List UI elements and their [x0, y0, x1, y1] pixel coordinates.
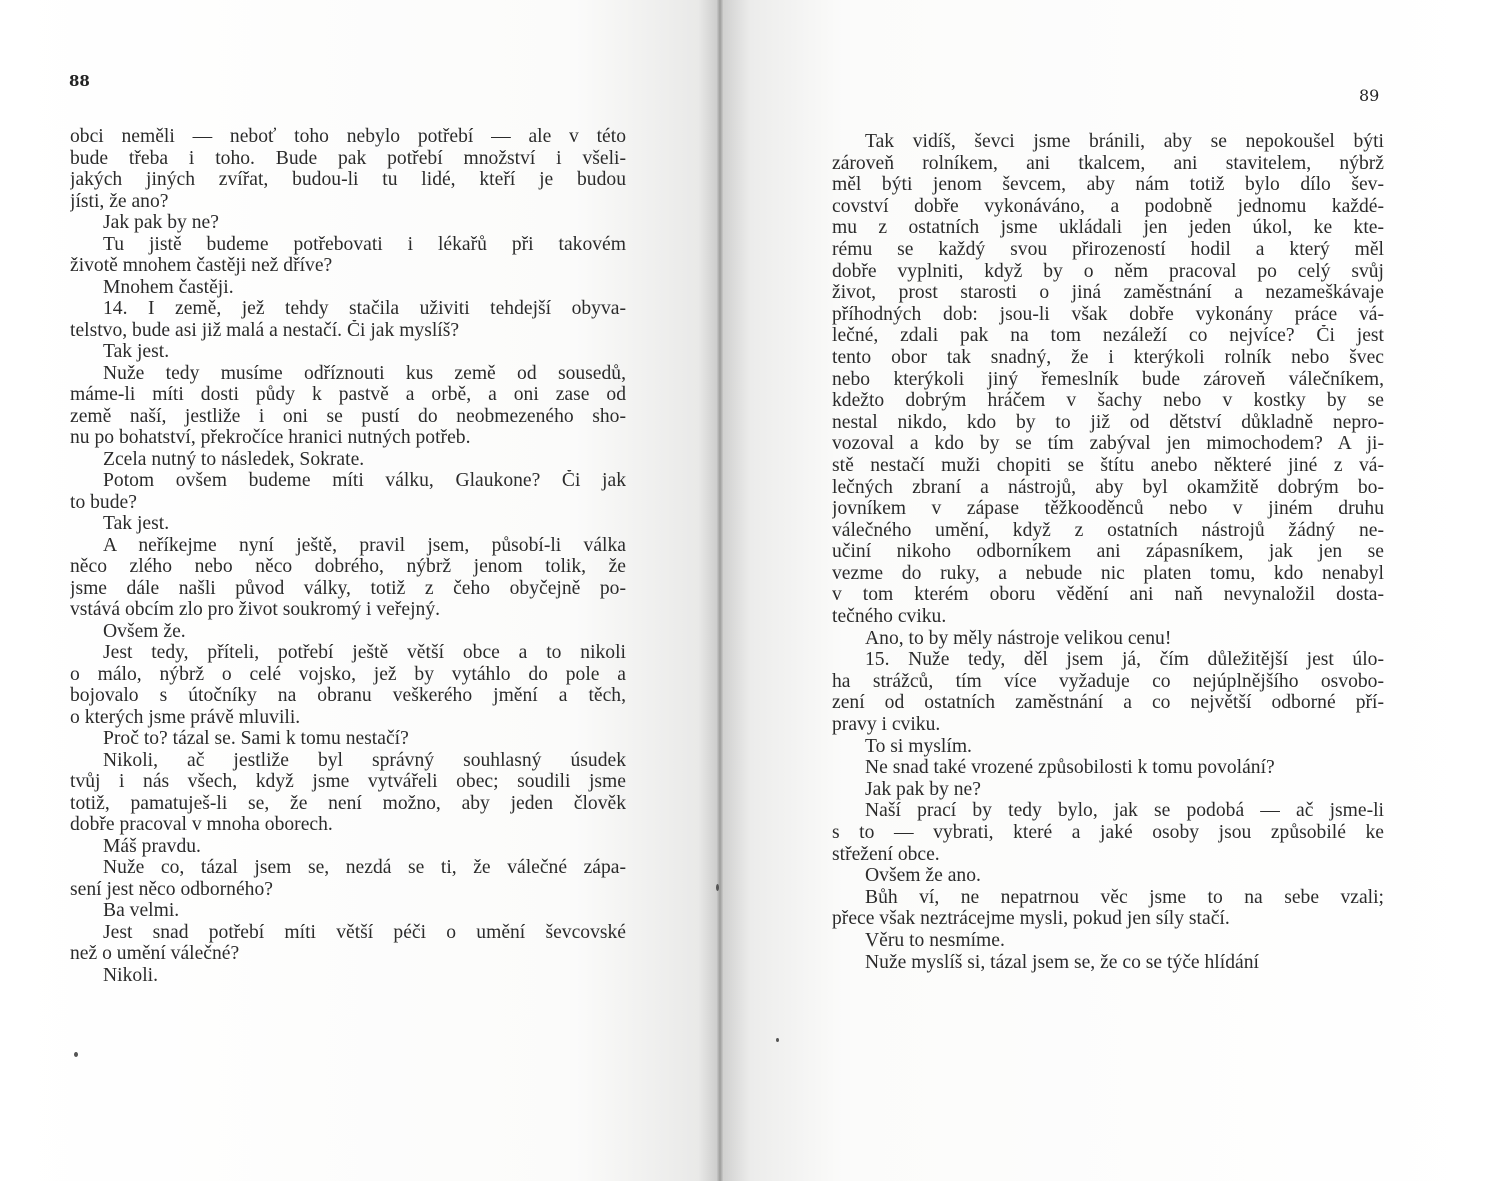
text-line: 15. Nuže tedy, děl jsem já, čím důležitější jest úlo- — [865, 649, 1384, 671]
text-line: bude třeba i toho. Bude pak potřebí množství i všeli- — [70, 147, 626, 169]
text-line: Tak jest. — [103, 513, 170, 534]
left-page-text — [70, 126, 626, 986]
text-line: v tom kterém oboru vědění ani naň nevynaložil dosta- — [832, 584, 1384, 606]
text-line: dobře vyplniti, když by o něm pracoval po celý svůj — [832, 260, 1384, 282]
text-line: Tak vidíš, ševci jsme bránili, aby se nepokoušel býti — [865, 131, 1384, 152]
text-line: lečných zbraní a nástrojů, aby byl okamžitě dobrým bo- — [832, 476, 1384, 498]
text-line: nebo kterýkoli jiný řemeslník bude zároveň válečníkem, — [832, 368, 1384, 390]
text-line: Ovšem že. — [103, 620, 186, 642]
text-line: zároveň rolníkem, ani tkalcem, ani stavitelem, nýbrž — [832, 152, 1384, 174]
left-page-number: 88 — [69, 72, 90, 90]
text-line: sení jest něco odborného? — [70, 878, 273, 900]
text-line: s to — vybrati, které a jaké osoby jsou způsobilé ke — [832, 822, 1384, 843]
text-line: nestal nikdo, kdo by to již od dětství důkladně nepro- — [832, 411, 1384, 433]
text-line: zení od ostatních zaměstnání a co největší odborné pří- — [832, 692, 1384, 714]
text-line: příhodných dob: jsou-li však dobře vykonány práce vá- — [832, 303, 1384, 325]
text-line: Ano, to by měly nástroje velikou cenu! — [865, 627, 1172, 649]
text-line: A neříkejme nyní ještě, pravil jsem, působí-li válka — [103, 534, 626, 556]
text-line: stě nestačí muži chopiti se štítu anebo některé jiné z vá- — [832, 454, 1384, 476]
text-line: než o umění válečné? — [70, 943, 240, 964]
text-line: Nuže co, tázal jsem se, nezdá se ti, že válečné zápa- — [103, 857, 626, 878]
text-line: Bůh ví, ne nepatrnou věc jsme to na sebe vzali; — [865, 886, 1384, 908]
text-line: Nuže tedy musíme odříznouti kus země od sousedů, — [103, 362, 626, 384]
text-line: životě mnohem častěji než dříve? — [70, 255, 333, 276]
text-line: o kterých jsme právě mluvili. — [70, 706, 301, 728]
text-line: to bude? — [70, 491, 137, 513]
text-line: vezme do ruky, a nebude nic platen tomu, kdo nenabyl — [832, 562, 1384, 584]
print-speck — [776, 1038, 779, 1042]
text-line: tečného cviku. — [832, 606, 947, 628]
text-line: Ne snad také vrozené způsobilosti k tomu povolání? — [865, 757, 1275, 779]
text-line: Nikoli, ač jestliže byl správný souhlasný úsudek — [103, 749, 626, 771]
text-line: jísti, že ano? — [70, 190, 169, 212]
text-line: Věru to nesmíme. — [865, 929, 1005, 951]
text-line: tento obor tak snadný, že i kterýkoli rolník nebo švec — [832, 346, 1384, 368]
print-speck — [716, 884, 719, 891]
text-line: Potom ovšem budeme míti válku, Glaukone? Či jak — [103, 470, 626, 491]
text-line: Máš pravdu. — [103, 835, 201, 857]
text-line: totiž, pamatuješ-li se, že není možno, aby jeden člověk — [70, 792, 626, 814]
text-line: covství dobře vykonáváno, a podobně jednomu každé- — [832, 195, 1384, 217]
text-line: Jak pak by ne? — [865, 778, 981, 800]
book-gutter — [716, 0, 724, 1181]
print-speck — [74, 1052, 78, 1057]
text-line: pravy i cviku. — [832, 714, 941, 736]
text-line: bojovalo s útočníky na obranu veškerého jmění a těch, — [70, 685, 626, 706]
text-line: život, prost starosti o jiná zaměstnání a nezameškávaje — [832, 282, 1384, 304]
text-line: Tu jistě budeme potřebovati i lékařů při takovém — [103, 233, 626, 255]
text-line: učiní nikoho odborníkem ani zápasníkem, jak jen se — [832, 541, 1384, 563]
text-line: jsme dále našli původ války, totiž z čeho obyčejně po- — [70, 577, 626, 599]
text-line: Jest snad potřebí míti větší péči o umění ševcovské — [103, 921, 626, 943]
text-line: Nikoli. — [103, 964, 158, 986]
text-line: ha strážců, tím více vyžaduje co nejúplnějšího osvobo- — [832, 670, 1384, 692]
text-line: Naší prací by tedy bylo, jak se podobá — ač jsme-li — [865, 800, 1384, 822]
text-line: o málo, nýbrž o celé vojsko, jež by vytáhlo do pole a — [70, 663, 626, 685]
text-line: Tak jest. — [103, 341, 170, 362]
text-line: jovníkem v zápase těžkooděnců nebo v jiném druhu — [832, 498, 1384, 520]
text-line: rému se každý svou přirozeností hodil a který měl — [832, 238, 1384, 260]
text-line: Proč to? tázal se. Sami k tomu nestačí? — [103, 728, 409, 749]
text-line: vozoval a kdo by se tím zabýval jen mimochodem? A ji- — [832, 433, 1384, 455]
text-line: nu po bohatství, překročíce hranici nutných potřeb. — [70, 427, 471, 448]
text-line: střežení obce. — [832, 843, 940, 865]
right-page-text — [832, 131, 1384, 973]
text-line: telstvo, bude asi již malá a nestačí. Či jak myslíš? — [70, 319, 460, 341]
text-line: Ovšem že ano. — [865, 865, 981, 887]
text-line: kdežto dobrým hráčem v šachy nebo v kostky by se — [832, 390, 1384, 412]
text-line: země naší, jestliže i oni se pustí do neobmezeného sho- — [70, 405, 626, 427]
text-line: jakých jiných zvířat, budou-li tu lidé, kteří je budou — [70, 169, 626, 190]
text-line: Nuže myslíš si, tázal jsem se, že co se týče hlídání — [865, 951, 1259, 973]
text-line: vstává obcím zlo pro život soukromý i veřejný. — [70, 599, 441, 620]
text-line: Mnohem častěji. — [103, 276, 234, 298]
text-line: přece však neztrácejme mysli, pokud jen síly stačí. — [832, 908, 1230, 930]
text-line: válečného umění, když z ostatních nástrojů žádný ne- — [832, 519, 1384, 541]
text-line: Ba velmi. — [103, 900, 180, 921]
text-line: Zcela nutný to následek, Sokrate. — [103, 448, 365, 470]
text-line: dobře pracoval v mnoha oborech. — [70, 814, 333, 835]
text-line: měl býti jenom ševcem, aby nám totiž bylo dílo šev- — [832, 174, 1384, 196]
right-page-number: 89 — [1359, 86, 1380, 105]
text-line: Jest tedy, příteli, potřebí ještě větší obce a to nikoli — [103, 642, 626, 663]
text-line: lečné, zdali pak na tom nezáleží co nejvíce? Či jest — [832, 325, 1384, 347]
text-line: něco zlého nebo něco dobrého, nýbrž jenom tolik, že — [70, 556, 626, 577]
text-line: tvůj i nás všech, když jsme vytvářeli obec; soudili jsme — [70, 771, 626, 792]
text-line: obci neměli — neboť toho nebylo potřebí — ale v této — [70, 126, 626, 147]
text-line: máme-li míti dosti půdy k pastvě a orbě, a oni zase od — [70, 384, 626, 405]
text-line: mu z ostatních jsme ukládali jen jeden úkol, ke kte- — [832, 217, 1384, 239]
text-line: Jak pak by ne? — [103, 212, 219, 233]
text-line: 14. I země, jež tehdy stačila uživiti tehdejší obyva- — [103, 298, 626, 319]
text-line: To si myslím. — [865, 735, 972, 757]
